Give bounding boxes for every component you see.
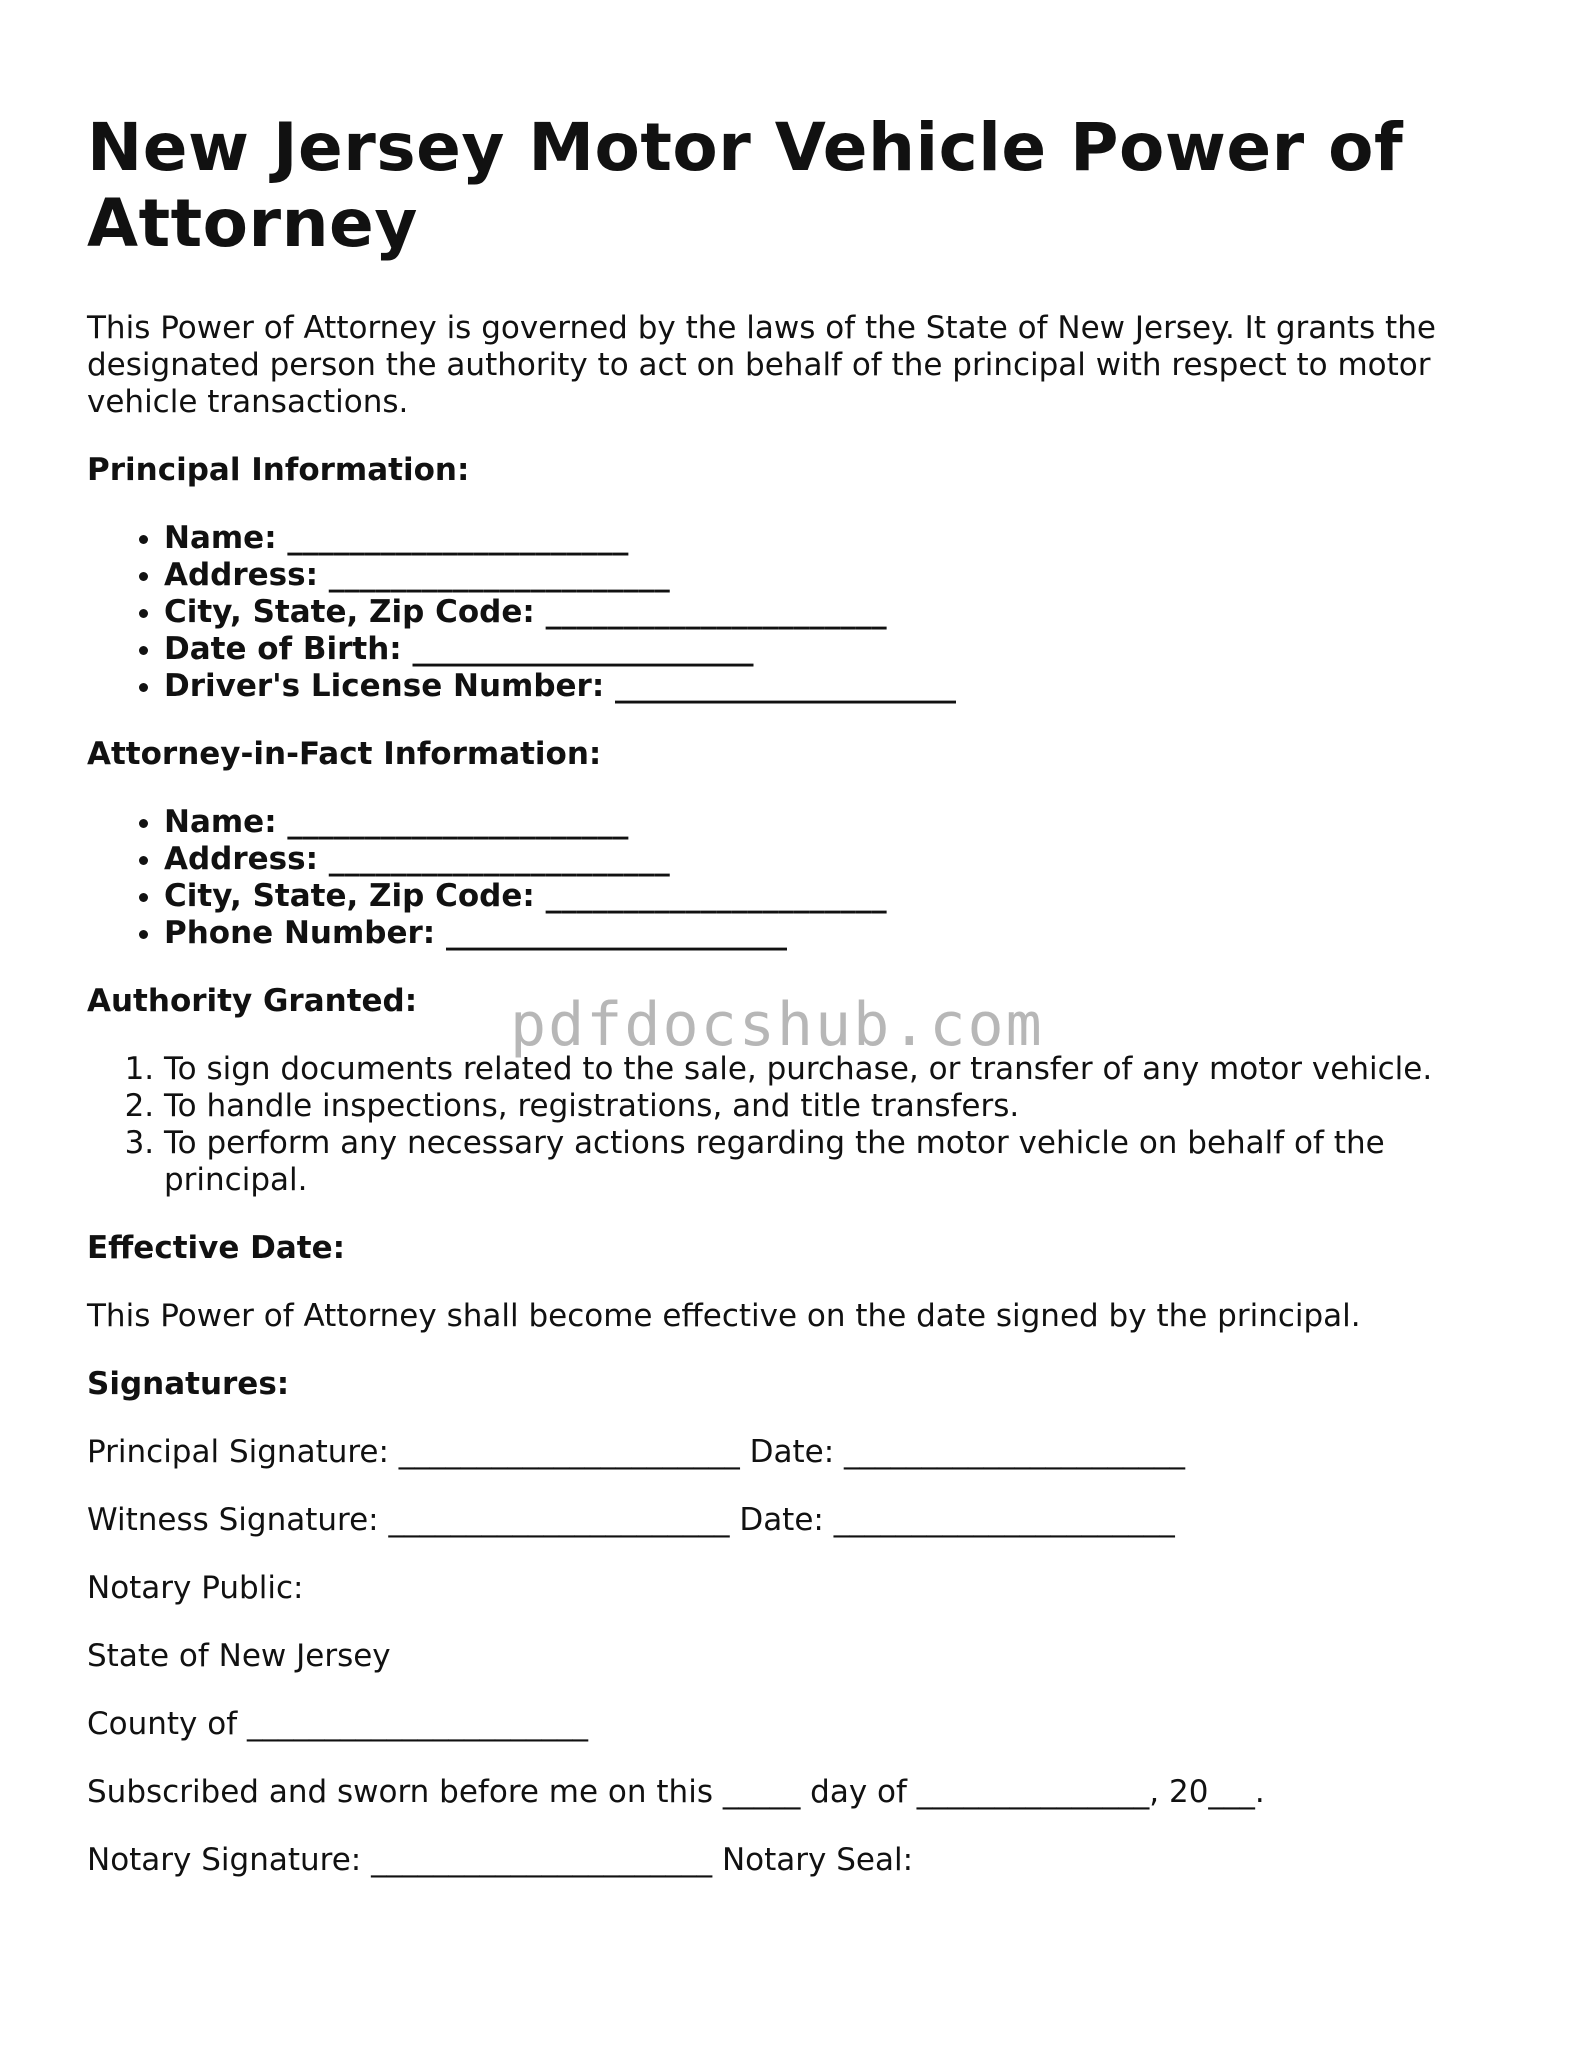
watermark: pdfdocshub.com (510, 990, 1044, 1060)
attorney-city-state-zip-field: • City, State, Zip Code: ______________________ (164, 878, 1507, 915)
effective-text: This Power of Attorney shall become effective on the date signed by the principal. (87, 1298, 1361, 1334)
state-line: State of New Jersey (87, 1638, 391, 1674)
notary-public-label: Notary Public: (87, 1570, 304, 1606)
authority-heading: Authority Granted: (87, 983, 418, 1019)
document-page (87, 110, 1507, 1910)
witness-signature-line: Witness Signature: ______________________ Date: ______________________ (87, 1502, 1175, 1538)
attorney-heading: Attorney-in-Fact Information: (87, 736, 602, 772)
authority-item: 3. To perform any necessary actions regarding the motor vehicle on behalf of the principal. (164, 1125, 1507, 1199)
principal-city-state-zip-field: • City, State, Zip Code: ______________________ (164, 594, 1507, 631)
principal-address-field: • Address: ______________________ (164, 557, 1507, 594)
attorney-name-field: • Name: ______________________ (164, 804, 1507, 841)
principal-dob-field: • Date of Birth: ______________________ (164, 631, 1507, 668)
authority-item: 1. To sign documents related to the sale, purchase, or transfer of any motor vehicle. (164, 1051, 1507, 1088)
intro-paragraph: This Power of Attorney is governed by the laws of the State of New Jersey. It grants the designated person the authority to act on behalf of the principal with respect to motor vehicle transactions. (87, 310, 1436, 420)
principal-fields-list (87, 520, 1507, 705)
principal-name-field: • Name: ______________________ (164, 520, 1507, 557)
attorney-fields-list (87, 804, 1507, 952)
principal-signature-line: Principal Signature: ______________________ Date: ______________________ (87, 1434, 1186, 1470)
principal-license-field: • Driver's License Number: ______________________ (164, 668, 1507, 705)
authority-list (87, 1051, 1507, 1199)
page-title: New Jersey Motor Vehicle Power of Attorney (87, 109, 1404, 262)
signatures-heading: Signatures: (87, 1366, 290, 1402)
attorney-phone-field: • Phone Number: ______________________ (164, 915, 1507, 952)
attorney-address-field: • Address: ______________________ (164, 841, 1507, 878)
principal-heading: Principal Information: (87, 452, 470, 488)
notary-signature-line: Notary Signature: ______________________ Notary Seal: (87, 1842, 914, 1878)
authority-item: 2. To handle inspections, registrations, and title transfers. (164, 1088, 1507, 1125)
county-line: County of ______________________ (87, 1706, 588, 1742)
effective-heading: Effective Date: (87, 1230, 346, 1266)
sworn-line: Subscribed and sworn before me on this _____ day of _______________, 20___. (87, 1774, 1265, 1810)
